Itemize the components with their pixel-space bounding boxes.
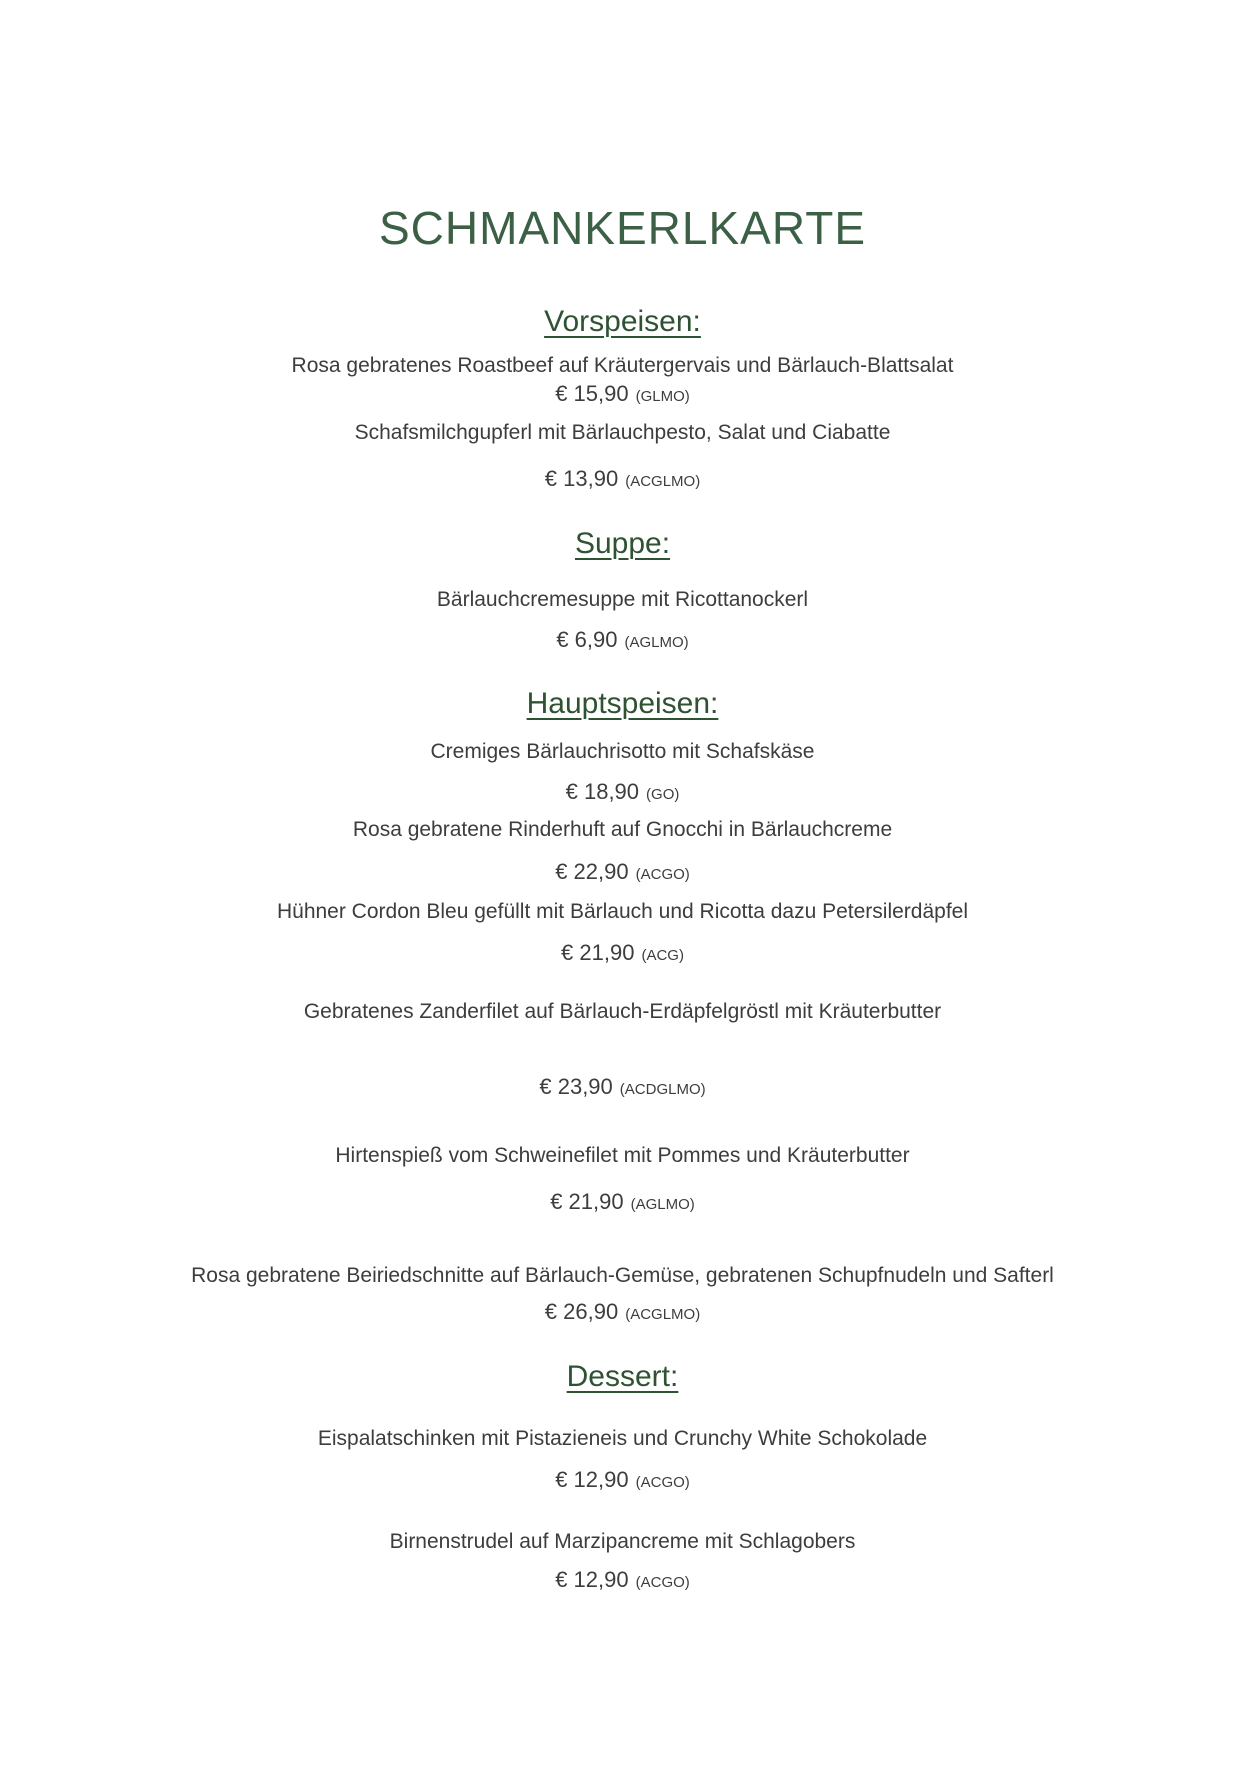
dish-price: € 21,90 [550, 1189, 624, 1214]
dish-price: € 18,90 [565, 779, 640, 804]
dish-price-line [155, 1466, 1090, 1497]
dish-name: Eispalatschinken mit Pistazieneis und Crunchy White Schokolade [317, 1427, 928, 1450]
dish-item [155, 816, 1090, 889]
dish-name: Rosa gebratenes Roastbeef auf Kräutergervais und Bärlauch-Blattsalat [291, 354, 954, 377]
dish-allergen-codes: (ACGO) [635, 1474, 690, 1491]
dish-price: € 26,90 [544, 1299, 619, 1324]
section-heading: Suppe: [574, 527, 671, 560]
dish-item [155, 738, 1090, 809]
menu-section [155, 1359, 1090, 1597]
dish-item [155, 1528, 1090, 1597]
menu-sections [155, 304, 1090, 1597]
dish-name: Hirtenspieß vom Schweinefilet mit Pommes und Kräuterbutter [335, 1144, 910, 1167]
dish-allergen-codes: (ACG) [641, 947, 684, 964]
dish-price-line [155, 380, 1090, 411]
dish-allergen-codes: (ACDGLMO) [619, 1081, 706, 1098]
dish-price: € 21,90 [561, 940, 635, 965]
dish-allergen-codes: (AGLMO) [630, 1196, 695, 1213]
dish-price: € 12,90 [555, 1467, 629, 1492]
dish-allergen-codes: (GO) [646, 786, 680, 803]
menu-content [155, 0, 1090, 1597]
dish-item [155, 1262, 1090, 1329]
dish-price: € 23,90 [539, 1074, 613, 1099]
dish-price-line [155, 465, 1090, 496]
menu-section [155, 304, 1090, 496]
section-items [155, 738, 1090, 1329]
dish-allergen-codes: (ACGLMO) [625, 1306, 701, 1323]
dish-price-line [155, 939, 1090, 970]
dish-allergen-codes: (ACGO) [635, 866, 690, 883]
dish-allergen-codes: (AGLMO) [624, 634, 689, 651]
dish-price: € 13,90 [544, 466, 619, 491]
dish-item [155, 352, 1090, 411]
dish-item [155, 586, 1090, 657]
dish-name: Cremiges Bärlauchrisotto mit Schafskäse [430, 740, 815, 763]
dish-item [155, 1425, 1090, 1497]
dish-item [155, 419, 1090, 496]
dish-price: € 6,90 [556, 627, 618, 652]
dish-price: € 22,90 [555, 859, 629, 884]
dish-name: Rosa gebratene Rinderhuft auf Gnocchi in Bärlauchcreme [352, 818, 893, 841]
menu-section [155, 526, 1090, 657]
dish-price-line [155, 778, 1090, 809]
dish-price: € 12,90 [555, 1567, 629, 1592]
dish-price-line [155, 1566, 1090, 1597]
dish-name: Gebratenes Zanderfilet auf Bärlauch-Erdäpfelgröstl mit Kräuterbutter [303, 1000, 942, 1023]
section-heading: Vorspeisen: [544, 305, 701, 338]
dish-price-line [155, 626, 1090, 657]
menu-section [155, 686, 1090, 1329]
dish-name: Rosa gebratene Beiriedschnitte auf Bärlauch-Gemüse, gebratenen Schupfnudeln und Safterl [191, 1264, 1054, 1287]
dish-price-line [155, 1073, 1090, 1104]
dish-price-line [155, 1188, 1090, 1219]
page-title: SCHMANKERLKARTE [378, 202, 867, 254]
section-heading: Hauptspeisen: [526, 687, 719, 720]
dish-price: € 15,90 [555, 381, 629, 406]
dish-name: Birnenstrudel auf Marzipancreme mit Schlagobers [389, 1530, 856, 1553]
dish-name: Hühner Cordon Bleu gefüllt mit Bärlauch und Ricotta dazu Petersilerdäpfel [276, 900, 969, 923]
dish-allergen-codes: (GLMO) [635, 388, 690, 405]
dish-name: Schafsmilchgupferl mit Bärlauchpesto, Salat und Ciabatte [354, 421, 891, 444]
section-heading: Dessert: [566, 1360, 679, 1393]
dish-item [155, 898, 1090, 970]
section-items [155, 1425, 1090, 1597]
section-items [155, 586, 1090, 657]
section-items [155, 352, 1090, 496]
dish-item [155, 1142, 1090, 1219]
dish-price-line [155, 1298, 1090, 1329]
dish-item [155, 998, 1090, 1104]
dish-name: Bärlauchcremesuppe mit Ricottanockerl [436, 588, 809, 611]
dish-allergen-codes: (ACGLMO) [625, 473, 701, 490]
dish-allergen-codes: (ACGO) [635, 1574, 690, 1591]
dish-price-line [155, 858, 1090, 889]
